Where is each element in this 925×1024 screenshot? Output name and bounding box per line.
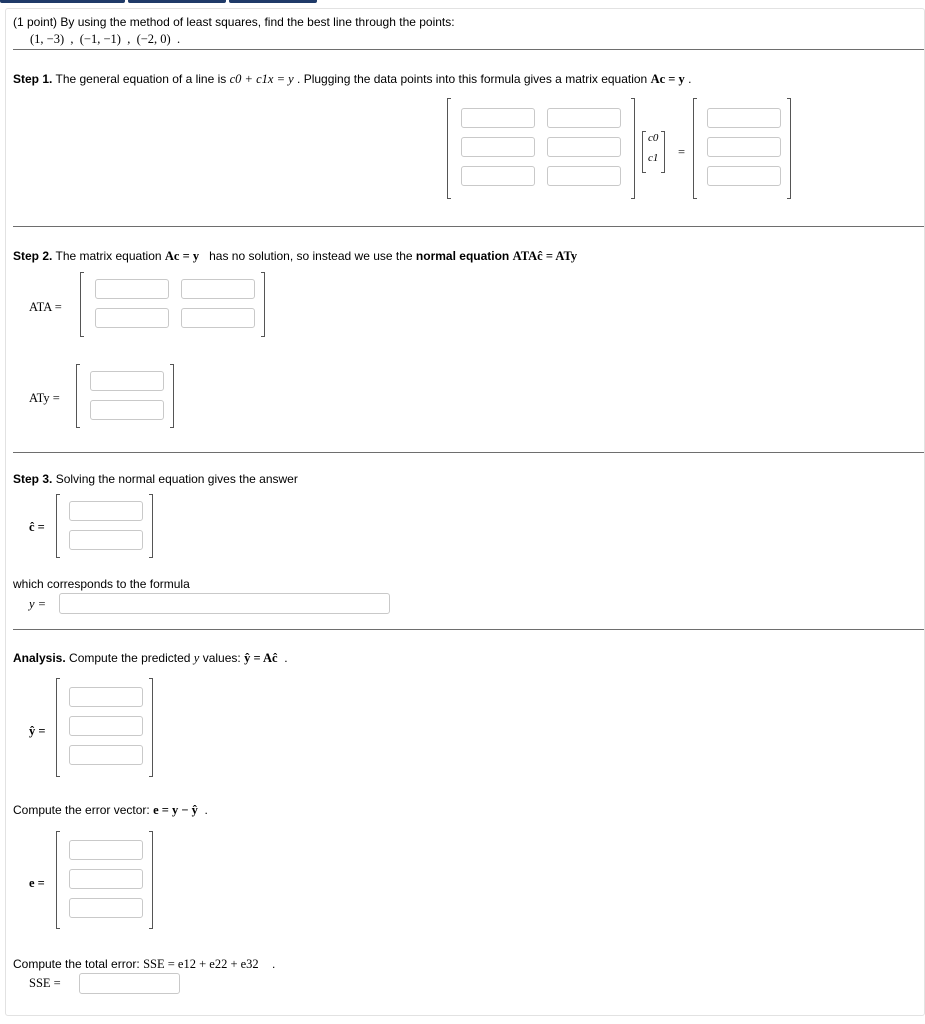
nav-tab-2[interactable] xyxy=(128,0,226,3)
y-formula-input[interactable] xyxy=(59,593,390,614)
point-1: (1, −3) xyxy=(30,32,65,46)
top-nav-tabs xyxy=(0,0,925,3)
chat-r2-input[interactable] xyxy=(69,530,143,550)
matrix-A-bracket-right xyxy=(631,98,635,199)
step3-heading: Step 3. xyxy=(13,472,53,486)
ata-bracket-left xyxy=(80,272,84,337)
vector-y-r2-input[interactable] xyxy=(707,137,781,157)
e-r2-input[interactable] xyxy=(69,869,143,889)
step2-text-a: The matrix equation xyxy=(55,249,162,263)
vector-y-r1-input[interactable] xyxy=(707,108,781,128)
sse-formula: SSE = e12 + e22 + e32 xyxy=(143,957,259,971)
error-formula: e = y − ŷ xyxy=(153,803,198,817)
error-end: . xyxy=(204,803,208,817)
error-text-body: Compute the error vector: xyxy=(13,803,150,817)
matrix-A-r2c2-input[interactable] xyxy=(547,137,621,157)
yhat-r2-input[interactable] xyxy=(69,716,143,736)
chat-label: ĉ = xyxy=(29,520,45,534)
e-bracket-right xyxy=(149,831,153,929)
step1-text-a: The general equation of a line is xyxy=(55,72,227,86)
sse-input[interactable] xyxy=(79,973,180,994)
ata-r2c1-input[interactable] xyxy=(95,308,169,328)
point-3: (−2, 0) xyxy=(136,32,171,46)
yhat-r1-input[interactable] xyxy=(69,687,143,707)
error-text xyxy=(13,803,208,818)
chat-bracket-left xyxy=(56,494,60,558)
divider xyxy=(13,226,924,227)
analysis-heading: Analysis. xyxy=(13,651,66,665)
e-label: e = xyxy=(29,876,45,890)
step1-text xyxy=(13,72,691,87)
step1-heading: Step 1. xyxy=(13,72,53,86)
predicted-formula: ŷ = Aĉ xyxy=(244,651,278,665)
yhat-label: ŷ = xyxy=(29,724,46,738)
e-r3-input[interactable] xyxy=(69,898,143,918)
problem-intro: (1 point) By using the method of least squares, find the best line through the points: xyxy=(13,15,455,29)
analysis-text xyxy=(13,651,288,666)
divider xyxy=(13,452,924,453)
ata-label: ATA = xyxy=(29,300,62,314)
ata-r1c2-input[interactable] xyxy=(181,279,255,299)
matrix-A-r2c1-input[interactable] xyxy=(461,137,535,157)
chat-r1-input[interactable] xyxy=(69,501,143,521)
vector-c-bracket-left xyxy=(642,131,646,173)
yhat-bracket-left xyxy=(56,678,60,777)
sse-text xyxy=(13,957,275,972)
ata-r2c2-input[interactable] xyxy=(181,308,255,328)
ata-bracket-right xyxy=(261,272,265,337)
step2-text-b: has no solution, so instead we use the xyxy=(209,249,413,263)
points-list xyxy=(30,32,180,47)
sep-2: , xyxy=(127,32,131,46)
step2-heading: Step 2. xyxy=(13,249,53,263)
step2-text xyxy=(13,249,577,264)
matrix-A-bracket-left xyxy=(447,98,451,199)
point-2: (−1, −1) xyxy=(79,32,121,46)
sep-1: , xyxy=(70,32,74,46)
matrix-A-r3c1-input[interactable] xyxy=(461,166,535,186)
analysis-end: . xyxy=(284,651,288,665)
step3-text xyxy=(13,472,298,486)
matrix-A-r1c2-input[interactable] xyxy=(547,108,621,128)
line-equation: c0 + c1x = y xyxy=(229,72,294,86)
points-end: . xyxy=(176,32,181,46)
step2-matrix-equation: Ac = y xyxy=(164,249,200,263)
e-bracket-left xyxy=(56,831,60,929)
aty-r1-input[interactable] xyxy=(90,371,164,391)
analysis-text-a: Compute the predicted xyxy=(69,651,191,665)
chat-bracket-right xyxy=(149,494,153,558)
step3-text-body: Solving the normal equation gives the answer xyxy=(55,472,298,486)
step1-equals: = xyxy=(678,145,686,159)
vector-y-bracket-right xyxy=(787,98,791,199)
normal-equation-formula: ATAĉ = ATy xyxy=(512,249,578,263)
vector-c-bracket-right xyxy=(661,131,665,173)
divider xyxy=(13,49,924,50)
nav-tab-3[interactable] xyxy=(229,0,317,3)
analysis-text-b: values: xyxy=(202,651,241,665)
ata-r1c1-input[interactable] xyxy=(95,279,169,299)
sse-end: . xyxy=(272,957,276,971)
analysis-var: y xyxy=(193,651,200,665)
matrix-A-r1c1-input[interactable] xyxy=(461,108,535,128)
nav-tab-1[interactable] xyxy=(0,0,125,3)
y-formula-label: y = xyxy=(29,597,47,611)
sse-text-body: Compute the total error: xyxy=(13,957,140,971)
aty-bracket-left xyxy=(76,364,80,428)
step1-end: . xyxy=(688,72,692,86)
vector-y-r3-input[interactable] xyxy=(707,166,781,186)
yhat-r3-input[interactable] xyxy=(69,745,143,765)
aty-bracket-right xyxy=(170,364,174,428)
yhat-bracket-right xyxy=(149,678,153,777)
aty-label: ATy = xyxy=(29,391,60,405)
vector-y-bracket-left xyxy=(693,98,697,199)
normal-equation-label: normal equation xyxy=(415,249,510,263)
divider xyxy=(13,629,924,630)
step1-text-b: . Plugging the data points into this formula gives a matrix equation xyxy=(297,72,648,86)
formula-text: which corresponds to the formula xyxy=(13,577,190,591)
vector-c1: c1 xyxy=(648,152,659,164)
matrix-A-r3c2-input[interactable] xyxy=(547,166,621,186)
vector-c0: c0 xyxy=(648,132,659,144)
aty-r2-input[interactable] xyxy=(90,400,164,420)
matrix-equation: Ac = y xyxy=(650,72,685,86)
sse-label: SSE = xyxy=(29,976,61,990)
e-r1-input[interactable] xyxy=(69,840,143,860)
